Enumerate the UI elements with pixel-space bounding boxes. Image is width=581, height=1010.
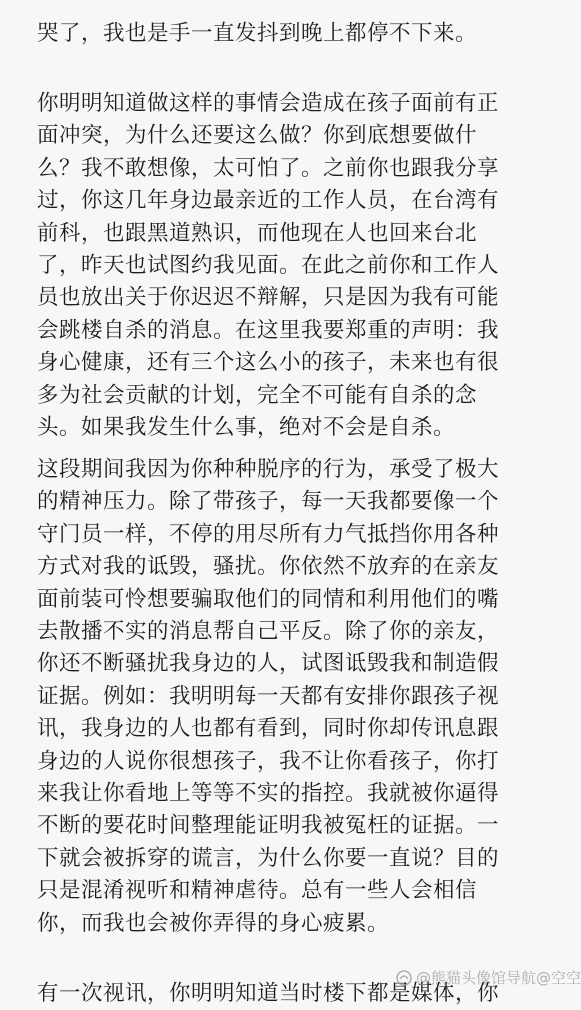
text-line: 头。如果我发生什么事，绝对不会是自杀。 [37,415,456,440]
text-line: 的精神压力。除了带孩子，每一天我都要像一个 [37,489,500,515]
text-line: 身边的人说你很想孩子，我不让你看孩子，你打 [37,748,500,774]
text-line: 不断的要花时间整理能证明我被冤枉的证据。一 [37,813,500,839]
watermark-text: @熊猫头像馆导航@空空 [416,969,581,987]
text-line: 你，而我也会被你弄得的身心疲累。 [37,910,390,936]
text-line: 了，昨天也试图约我见面。在此之前你和工作人 [37,253,500,278]
text-line: 面前装可怜想要骗取他们的同情和利用他们的嘴 [37,586,500,612]
text-line: 有一次视讯，你明明知道当时楼下都是媒体，你 [37,981,500,1006]
text-line: 过，你这几年身边最亲近的工作人员，在台湾有 [37,188,500,214]
text-line: 哭了，我也是手一直发抖到晚上都停不下来。 [37,21,478,46]
text-line: 下就会被拆穿的谎言，为什么你要一直说？目的 [37,845,500,871]
text-line: 多为社会贡献的计划，完全不可能有自杀的念 [37,382,478,408]
text-line: 面冲突，为什么还要这么做？你到底想要做什 [37,123,478,149]
text-line: 身心健康，还有三个这么小的孩子，未来也有很 [37,350,500,376]
watermark-logo-icon [396,970,412,986]
text-line: 你还不断骚扰我身边的人，试图诋毁我和制造假 [37,651,500,677]
text-line: 这段期间我因为你种种脱序的行为，承受了极大 [37,457,500,482]
text-line: 讯，我身边的人也都有看到，同时你却传讯息跟 [37,716,500,742]
text-line: 守门员一样，不停的用尽所有力气抵挡你用各种 [37,521,500,547]
text-line: 只是混淆视听和精神虐待。总有一些人会相信 [37,878,478,904]
text-line: 来我让你看地上等等不实的指控。我就被你逼得 [37,781,500,806]
watermark [396,967,581,988]
text-line: 证据。例如：我明明每一天都有安排你跟孩子视 [37,683,500,709]
text-line: 么？我不敢想像，太可怕了。之前你也跟我分享 [37,155,500,181]
text-line: 会跳楼自杀的消息。在这里我要郑重的声明：我 [37,317,500,343]
text-line: 前科，也跟黑道熟识，而他现在人也回来台北 [37,220,478,246]
text-line: 去散播不实的消息帮自己平反。除了你的亲友， [37,619,500,644]
text-line: 员也放出关于你迟迟不辩解，只是因为我有可能 [37,285,500,311]
text-line: 方式对我的诋毁，骚扰。你依然不放弃的在亲友 [37,554,500,580]
text-line: 你明明知道做这样的事情会造成在孩子面前有正 [37,91,500,116]
